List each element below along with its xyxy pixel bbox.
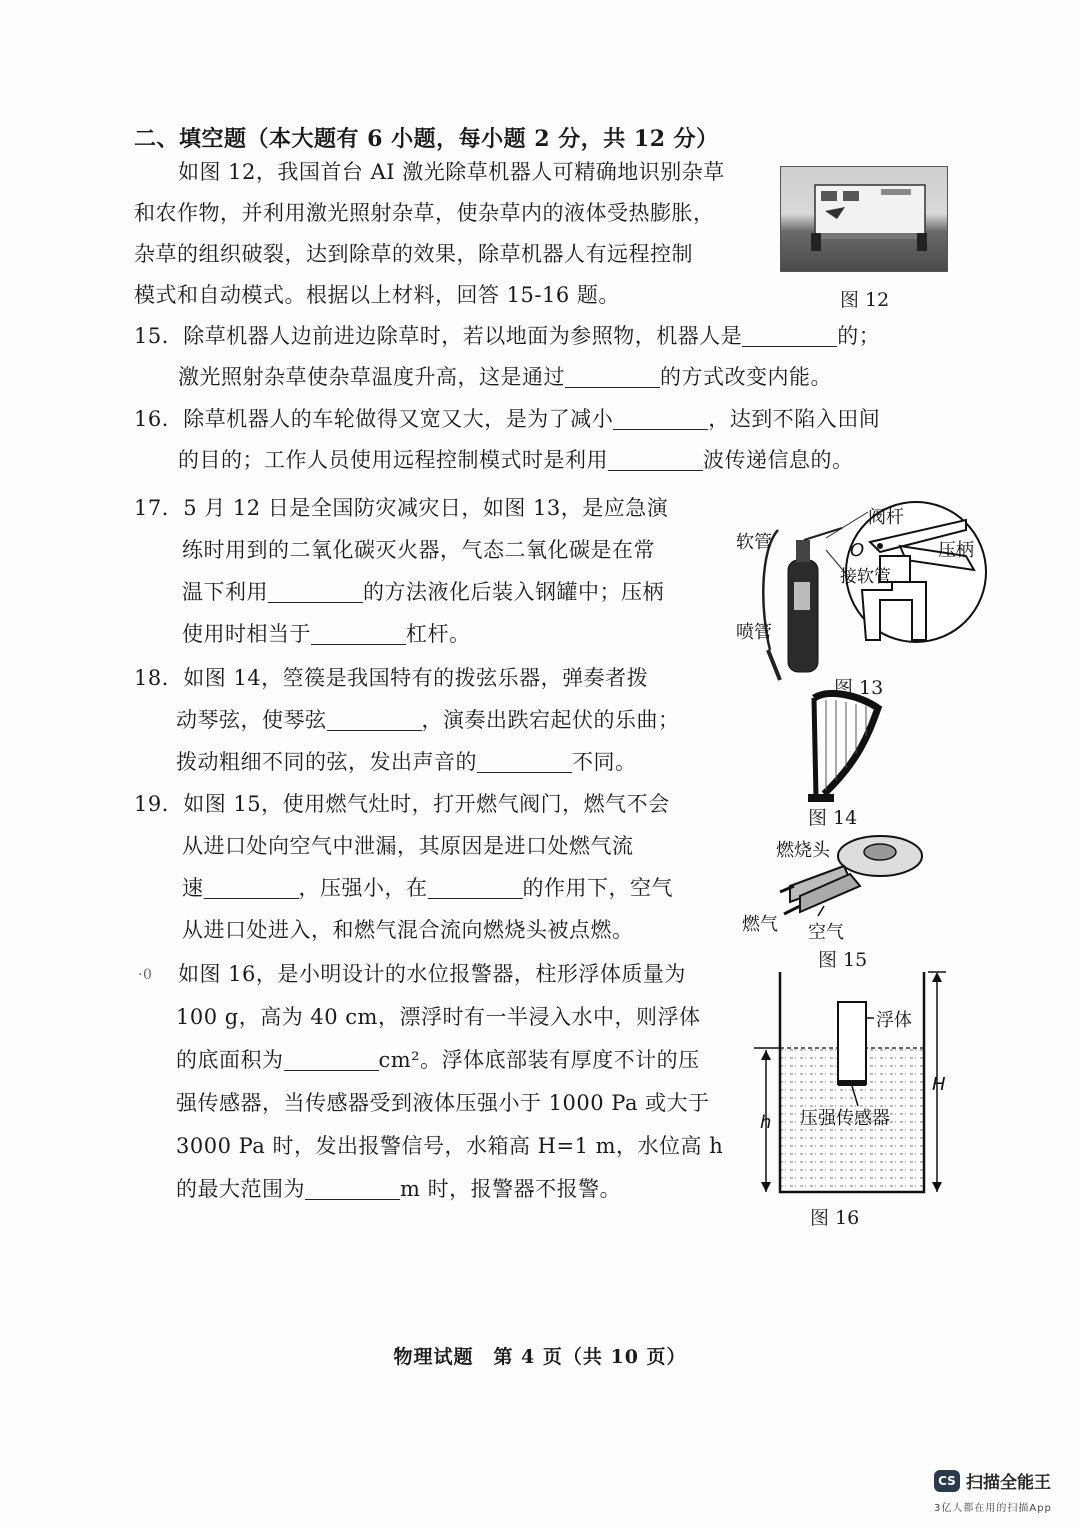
fig16-label-float: 浮体 <box>876 1010 912 1031</box>
q19-blank-2[interactable] <box>428 876 523 899</box>
q16-blank-1[interactable] <box>613 407 708 430</box>
q15-blank-1[interactable] <box>742 324 837 347</box>
q15-blank-2[interactable] <box>565 365 660 388</box>
q18-line-1: 18．如图 14，箜篌是我国特有的拨弦乐器，弹奏者拨 <box>134 666 649 690</box>
q16-line-1 <box>134 405 880 433</box>
q15-text-b: 的； <box>837 324 881 348</box>
fig13-label-pivot: O <box>850 540 865 561</box>
fig13-label-connect-hose: 接软管 <box>840 567 891 587</box>
intro-line-2: 和农作物，并利用激光照射杂草，使杂草内的液体受热膨胀， <box>134 201 715 225</box>
q16-blank-2[interactable] <box>608 448 703 471</box>
scanner-brand-name: 扫描全能王 <box>966 1473 1051 1493</box>
q19-text-b: ，压强小，在 <box>298 876 428 900</box>
fig14-caption: 图 14 <box>808 807 858 829</box>
q20-text-d: m 时，报警器不报警。 <box>400 1177 622 1201</box>
q20-line-3 <box>176 1046 700 1074</box>
q20-line-2: 100 g，高为 40 cm，漂浮时有一半浸入水中，则浮体 <box>176 1005 701 1029</box>
q17-blank-2[interactable] <box>311 622 406 645</box>
fig13-label-valve-rod: 阀杆 <box>868 507 904 528</box>
fig15-label-air: 空气 <box>808 922 844 942</box>
q15-line-2 <box>178 363 832 391</box>
q18-line-3 <box>176 748 637 776</box>
fig15-label-burner: 燃烧头 <box>776 840 830 861</box>
scanner-brand <box>934 1468 1051 1493</box>
q18-line-2 <box>176 706 680 734</box>
q19-line-3 <box>182 874 673 902</box>
q19-line-1: 19．如图 15，使用燃气灶时，打开燃气阀门，燃气不会 <box>134 792 670 816</box>
fig13-caption: 图 13 <box>834 677 884 699</box>
water-level-alarm-figure <box>750 966 964 1202</box>
q17-text-c: 使用时相当于 <box>182 622 311 646</box>
q17-text-d: 杠杆。 <box>406 622 471 646</box>
q20-blank-2[interactable] <box>305 1177 400 1200</box>
fig16-label-sensor: 压强传感器 <box>800 1108 890 1129</box>
q18-text-a: 动琴弦，使琴弦 <box>176 708 327 732</box>
q20-line-6 <box>176 1175 621 1203</box>
q16-text-c: 的目的；工作人员使用远程控制模式时是利用 <box>178 448 608 472</box>
q18-text-d: 不同。 <box>572 750 637 774</box>
fig15-label-gas: 燃气 <box>742 914 778 935</box>
fig16-label-H: H <box>932 1074 946 1095</box>
gas-burner-figure <box>740 822 940 942</box>
q16-line-2 <box>178 446 854 474</box>
q17-blank-1[interactable] <box>268 580 363 603</box>
scanner-brand-tagline: 3亿人都在用的扫描App <box>934 1503 1052 1514</box>
q20-text-a: 的底面积为 <box>176 1048 284 1072</box>
q20-text-c: 的最大范围为 <box>176 1177 305 1201</box>
fig15-caption: 图 15 <box>818 949 868 971</box>
fig16-label-h: h <box>760 1112 772 1133</box>
fire-extinguisher-figure <box>730 490 992 700</box>
q16-text-a: 16．除草机器人的车轮做得又宽又大，是为了减小 <box>134 407 614 431</box>
q15-text-a: 15．除草机器人边前进边除草时，若以地面为参照物，机器人是 <box>134 324 743 348</box>
q20-number: ·0 <box>138 967 153 983</box>
q18-text-b: ，演奏出跌宕起伏的乐曲； <box>421 708 680 732</box>
page-footer: 物理试题 第 4 页（共 10 页） <box>393 1346 687 1368</box>
q17-line-3 <box>182 578 664 606</box>
q20-line-4: 强传感器，当传感器受到液体压强小于 1000 Pa 或大于 <box>176 1091 710 1115</box>
q20-text-b: cm²。浮体底部装有厚度不计的压 <box>378 1048 700 1072</box>
q16-text-b: ，达到不陷入田间 <box>708 407 881 431</box>
fig16-caption: 图 16 <box>810 1207 860 1229</box>
q17-text-b: 的方法液化后装入钢罐中；压柄 <box>363 580 664 604</box>
q18-blank-1[interactable] <box>327 708 422 731</box>
q15-text-d: 的方式改变内能。 <box>660 365 832 389</box>
q20-blank-1[interactable] <box>284 1048 379 1071</box>
q18-text-c: 拨动粗细不同的弦，发出声音的 <box>176 750 477 774</box>
q17-line-4 <box>182 620 471 648</box>
q19-line-4: 从进口处进入，和燃气混合流向燃烧头被点燃。 <box>182 918 634 942</box>
q17-line-1: 17．5 月 12 日是全国防灾减灾日，如图 13，是应急演 <box>134 496 669 520</box>
scanner-logo-icon: CS <box>934 1470 960 1492</box>
fig13-label-nozzle: 喷管 <box>736 622 772 643</box>
q19-blank-1[interactable] <box>204 876 299 899</box>
q15-text-c: 激光照射杂草使杂草温度升高，这是通过 <box>178 365 565 389</box>
section-title: 二、填空题（本大题有 6 小题，每小题 2 分，共 12 分） <box>134 126 719 152</box>
intro-line-3: 杂草的组织破裂，达到除草的效果，除草机器人有远程控制 <box>134 242 693 266</box>
intro-line-1: 如图 12，我国首台 AI 激光除草机器人可精确地识别杂草 <box>178 160 725 184</box>
weeding-robot-photo <box>780 166 948 272</box>
q16-text-d: 波传递信息的。 <box>703 448 854 472</box>
q17-line-2: 练时用到的二氧化碳灭火器，气态二氧化碳是在常 <box>182 538 655 562</box>
q15-line-1 <box>134 322 880 350</box>
fig13-label-hose: 软管 <box>736 532 772 553</box>
q18-blank-2[interactable] <box>477 750 572 773</box>
q20-line-1: 如图 16，是小明设计的水位报警器，柱形浮体质量为 <box>178 962 686 986</box>
q19-text-a: 速 <box>182 876 204 900</box>
q19-text-c: 的作用下，空气 <box>522 876 673 900</box>
q20-line-5: 3000 Pa 时，发出报警信号，水箱高 H=1 m，水位高 h <box>176 1134 724 1158</box>
q17-text-a: 温下利用 <box>182 580 268 604</box>
fig12-caption: 图 12 <box>840 289 890 311</box>
fig13-label-press-handle: 压柄 <box>938 540 974 561</box>
q19-line-2: 从进口处向空气中泄漏，其原因是进口处燃气流 <box>182 834 634 858</box>
konghou-harp-figure <box>800 690 890 806</box>
intro-line-4: 模式和自动模式。根据以上材料，回答 15-16 题。 <box>134 283 620 307</box>
